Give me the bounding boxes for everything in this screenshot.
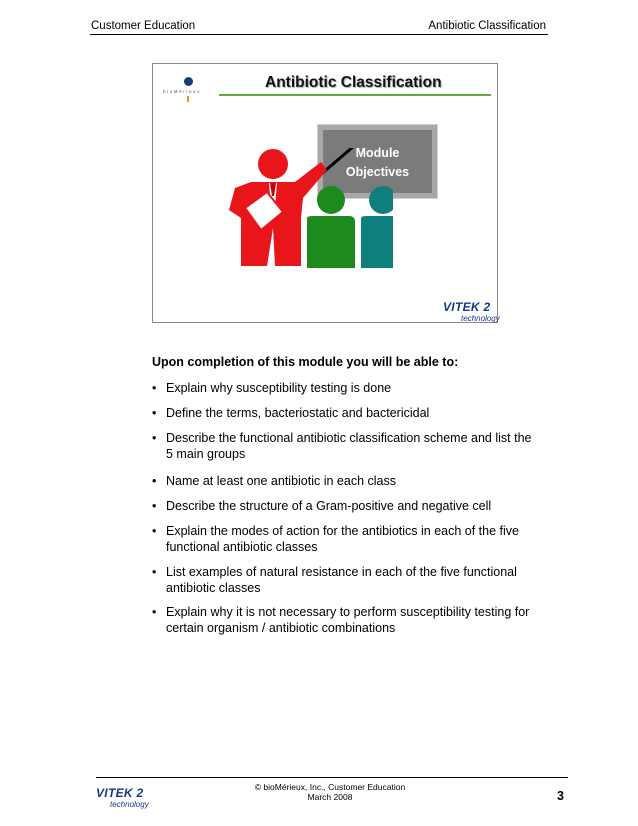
objectives-intro: Upon completion of this module you will be able to: bbox=[152, 355, 459, 369]
objective-item bbox=[152, 473, 532, 489]
chalkboard-line-1: Module bbox=[355, 146, 400, 160]
header-left: Customer Education bbox=[91, 20, 196, 32]
bullet-icon: • bbox=[152, 524, 157, 538]
objective-text: Describe the functional antibiotic classification scheme and list the 5 main groups bbox=[166, 431, 532, 461]
footer-line-1: © bioMérieux, Inc., Customer Education bbox=[254, 782, 406, 792]
objective-text: Define the terms, bacteriostatic and bactericidal bbox=[166, 406, 430, 420]
footer-line-2: March 2008 bbox=[307, 792, 353, 802]
footer-vitek-sub: technology bbox=[110, 800, 149, 809]
page-number: 3 bbox=[557, 789, 564, 803]
footer-vitek-word: VITEK 2 bbox=[96, 786, 144, 800]
bullet-icon: • bbox=[152, 431, 157, 445]
student-right-figure bbox=[361, 186, 393, 268]
bullet-icon: • bbox=[152, 381, 157, 395]
objective-item bbox=[152, 564, 532, 596]
biomerieux-logo-mark bbox=[187, 96, 189, 102]
slide-vitek-sub: technology bbox=[461, 314, 500, 323]
slide-thumbnail bbox=[152, 63, 498, 323]
biomerieux-logo-icon bbox=[184, 77, 193, 86]
objective-text: Describe the structure of a Gram-positive and negative cell bbox=[166, 499, 492, 513]
objective-text: Explain the modes of action for the antibiotics in each of the five functional antibiotic classes bbox=[166, 524, 519, 554]
objective-item bbox=[152, 430, 532, 462]
header-right: Antibiotic Classification bbox=[428, 20, 546, 32]
footer-copyright bbox=[240, 782, 420, 802]
objective-text: Explain why it is not necessary to perform susceptibility testing for certain organism / antibiotic combinations bbox=[166, 605, 530, 635]
header-rule bbox=[90, 34, 548, 35]
bullet-icon: • bbox=[152, 565, 157, 579]
objective-item bbox=[152, 498, 532, 514]
objective-item bbox=[152, 523, 532, 555]
objective-item bbox=[152, 604, 532, 636]
bullet-icon: • bbox=[152, 406, 157, 420]
footer-rule bbox=[96, 777, 568, 778]
objective-item bbox=[152, 405, 532, 421]
bullet-icon: • bbox=[152, 474, 157, 488]
objective-text: List examples of natural resistance in each of the five functional antibiotic classes bbox=[166, 565, 517, 595]
bullet-icon: • bbox=[152, 499, 157, 513]
objective-item bbox=[152, 380, 532, 396]
slide-vitek-word: VITEK 2 bbox=[443, 300, 491, 314]
footer-vitek-logo bbox=[96, 786, 149, 809]
objective-text: Explain why susceptibility testing is done bbox=[166, 381, 392, 395]
bullet-icon: • bbox=[152, 605, 157, 619]
biomerieux-logo-text: bioMérieux bbox=[163, 89, 202, 94]
slide-vitek-logo bbox=[443, 300, 500, 323]
presenter-illustration bbox=[223, 148, 393, 298]
objective-text: Name at least one antibiotic in each class bbox=[166, 474, 396, 488]
chalkboard-line-2: Objectives bbox=[345, 165, 410, 179]
slide-title: Antibiotic Classification bbox=[265, 74, 442, 91]
slide-title-rule bbox=[219, 94, 491, 96]
student-left-figure bbox=[307, 186, 355, 268]
